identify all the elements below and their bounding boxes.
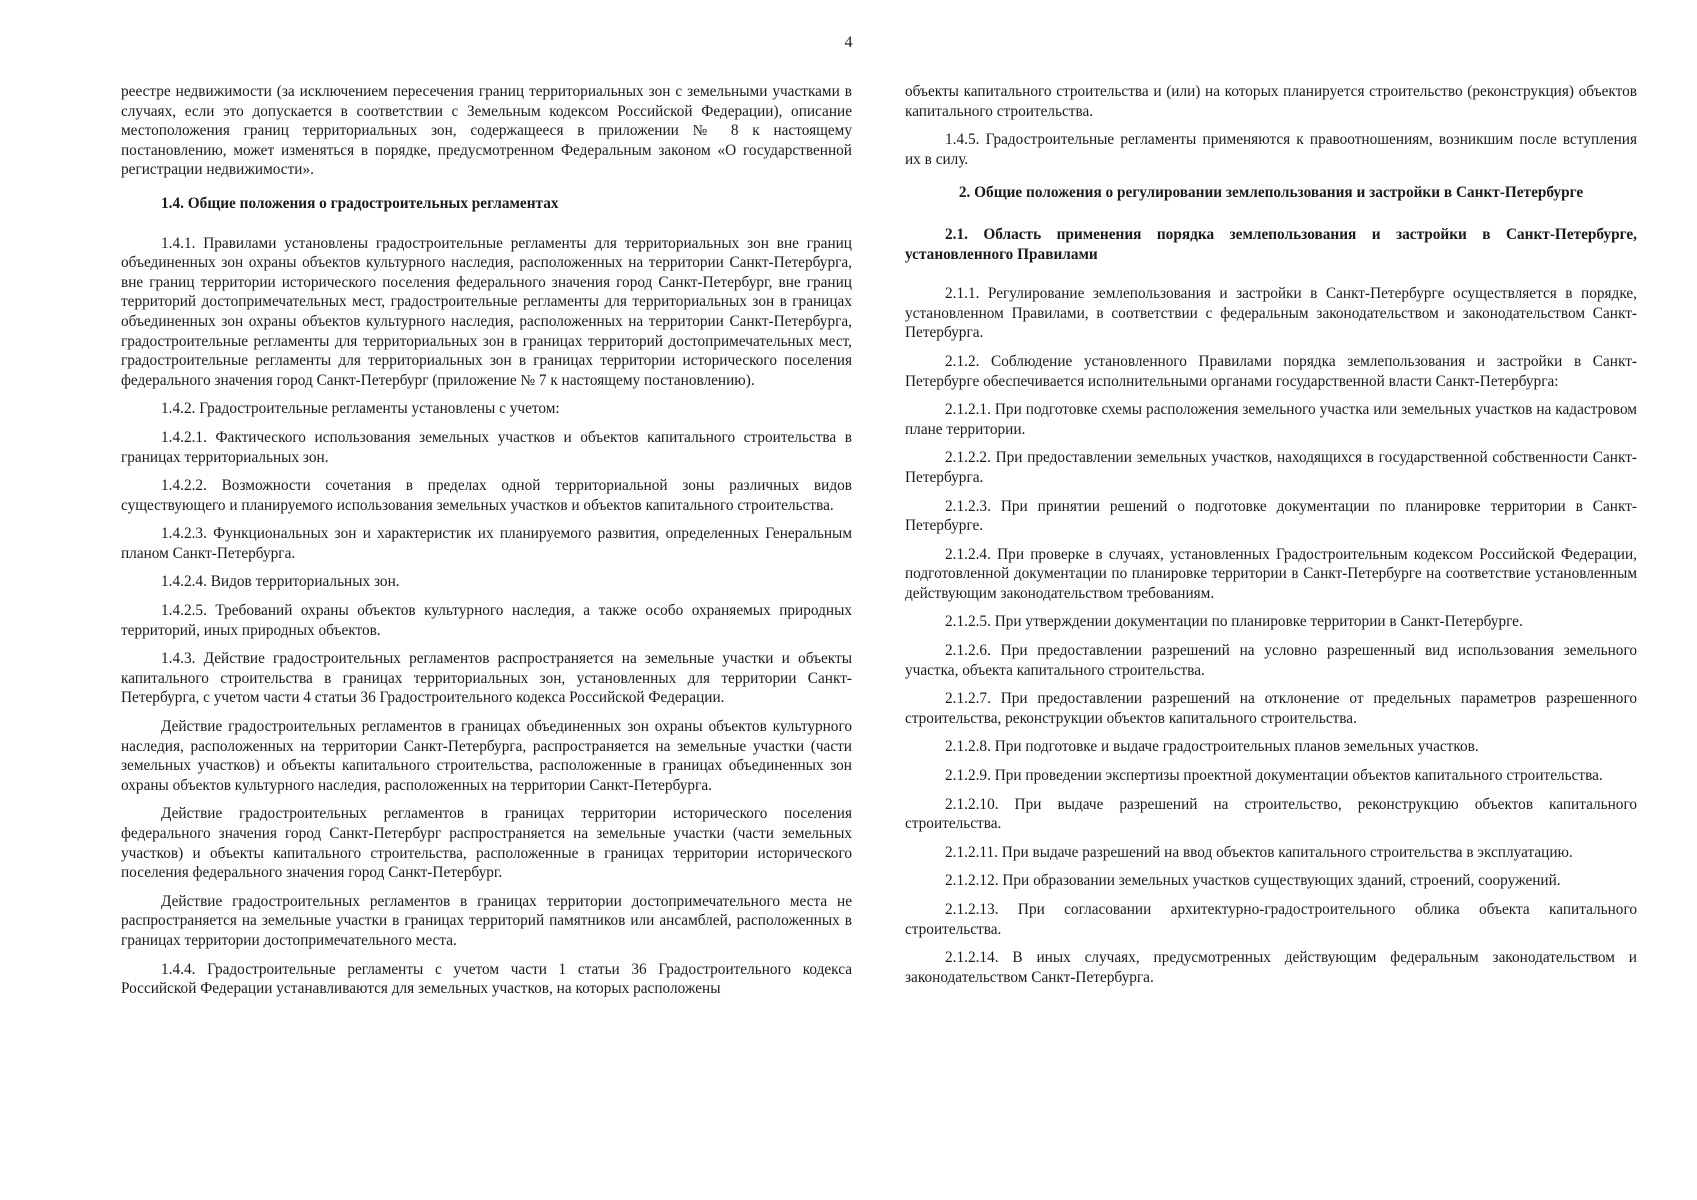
paragraph-2-1-2-6: 2.1.2.6. При предоставлении разрешений на условно разрешенный вид использования земельного участка, объекта капитального строительства. [905, 642, 1637, 679]
paragraph-1-4-4: 1.4.4. Градостроительные регламенты с учетом части 1 статьи 36 Градостроительного кодекса Российской Федерации устанавливаются для земельных участков, на которых расположены [121, 960, 852, 998]
paragraph-1-4-2-2: 1.4.2.2. Возможности сочетания в пределах одной территориальной зоны различных видов существующего и планируемого использования земельных участков и объектов капитального строительства. [121, 477, 852, 514]
paragraph-2-1-1: 2.1.1. Регулирование землепользования и застройки в Санкт-Петербурге осуществляется в порядке, установленном Правилами, в соответствии с федеральным законодательством и законодательством Санкт-Петербурга. [905, 285, 1637, 342]
paragraph-continuation: объекты капитального строительства и (или) на которых планируется строительство (реконструкция) объектов капитального строительства. [905, 83, 1637, 120]
paragraph-2-1-2-11: 2.1.2.11. При выдаче разрешений на ввод объектов капитального строительства в эксплуатацию. [945, 843, 1573, 861]
section-heading-2-1: 2.1. Область применения порядка землепользования и застройки в Санкт-Петербурге, установленного Правилами [905, 225, 1637, 263]
paragraph-2-1-2-4: 2.1.2.4. При проверке в случаях, установленных Градостроительным кодексом Российской Федерации, подготовленной документации по планировке территории в Санкт-Петербурге на соответствие установленным действующим законодательством требованиям. [905, 545, 1637, 602]
paragraph-continuation: реестре недвижимости (за исключением пересечения границ территориальных зон с земельными участками в случаях, если это допускается в соответствии с Земельным кодексом Российской Федерации), описание местоположения границ территориальных зон, содержащееся в приложении № 8 к настоящему постановлению, может изменяться в порядке, предусмотренном Федеральным законом «О государственной регистрации недвижимости». [121, 83, 852, 179]
left-column [121, 82, 852, 1008]
paragraph-2-1-2-8: 2.1.2.8. При подготовке и выдаче градостроительных планов земельных участков. [945, 738, 1479, 756]
paragraph-1-4-3-d: Действие градостроительных регламентов в границах территории достопримечательного места не распространяется на земельные участки в границах территорий памятников или ансамблей, расположенных в границах территории достопримечательного места. [121, 892, 852, 949]
paragraph-2-1-2: 2.1.2. Соблюдение установленного Правилами порядка землепользования и застройки в Санкт-Петербурге обеспечивается исполнительными органами государственной власти Санкт-Петербурга: [905, 352, 1637, 390]
paragraph-1-4-2-4: 1.4.2.4. Видов территориальных зон. [161, 573, 400, 591]
paragraph-2-1-2-13: 2.1.2.13. При согласовании архитектурно-градостроительного облика объекта капитального строительства. [905, 901, 1637, 938]
page-number: 4 [844, 34, 853, 51]
paragraph-2-1-2-2: 2.1.2.2. При предоставлении земельных участков, находящихся в государственной собственности Санкт-Петербурга. [905, 449, 1637, 486]
paragraph-1-4-2-1: 1.4.2.1. Фактического использования земельных участков и объектов капитального строительства в границах территориальных зон. [121, 428, 852, 466]
section-heading-2: 2. Общие положения о регулировании землепользования и застройки в Санкт-Петербурге [958, 184, 1584, 202]
paragraph-2-1-2-3: 2.1.2.3. При принятии решений о подготовке документации по планировке территории в Санкт-Петербурге. [905, 497, 1637, 535]
paragraph-2-1-2-14: 2.1.2.14. В иных случаях, предусмотренных действующим федеральным законодательством и законодательством Санкт-Петербурга. [905, 949, 1637, 986]
paragraph-2-1-2-9: 2.1.2.9. При проведении экспертизы проектной документации объектов капитального строительства. [945, 767, 1603, 785]
paragraph-1-4-3-b: Действие градостроительных регламентов в границах объединенных зон охраны объектов культурного наследия, расположенных на территории Санкт-Петербурга, распространяется на земельные участки (части земельных участков) и объекты капитального строительства, расположенные в границах объединенных зон охраны объектов культурного наследия, расположенных на территории Санкт-Петербурга. [121, 718, 852, 794]
paragraph-1-4-1: 1.4.1. Правилами установлены градостроительные регламенты для территориальных зон вне границ объединенных зон охраны объектов культурного наследия, расположенных на территории Санкт-Петербурга, вне границ территории исторического поселения федерального значения город Санкт-Петербург, вне границ территорий достопримечательных мест, градостроительные регламенты для территориальных зон в границах объединенных зон охраны объектов культурного наследия, расположенных на территории Санкт-Петербурга, градостроительные регламенты для территориальных зон в границах территорий достопримечательных мест, градостроительные регламенты для территориальных зон в границах территории исторического поселения федерального значения город Санкт-Петербург (приложение № 7 к настоящему постановлению). [121, 234, 852, 389]
paragraph-1-4-2-3: 1.4.2.3. Функциональных зон и характеристик их планируемого развития, определенных Генеральным планом Санкт-Петербурга. [121, 525, 852, 562]
paragraph-2-1-2-12: 2.1.2.12. При образовании земельных участков существующих зданий, строений, сооружений. [945, 872, 1561, 890]
paragraph-2-1-2-7: 2.1.2.7. При предоставлении разрешений на отклонение от предельных параметров разрешенного строительства, реконструкции объектов капитального строительства. [905, 690, 1637, 727]
paragraph-1-4-3: 1.4.3. Действие градостроительных регламентов распространяется на земельные участки и объекты капитального строительства в границах территориальных зон, установленных для территории Санкт-Петербурга, с учетом части 4 статьи 36 Градостроительного кодекса Российской Федерации. [121, 650, 852, 707]
paragraph-1-4-5: 1.4.5. Градостроительные регламенты применяются к правоотношениям, возникшим после вступления их в силу. [905, 131, 1637, 168]
paragraph-2-1-2-1: 2.1.2.1. При подготовке схемы расположения земельного участка или земельных участков на кадастровом плане территории. [905, 401, 1637, 438]
paragraph-2-1-2-10: 2.1.2.10. При выдаче разрешений на строительство, реконструкцию объектов капитального строительства. [905, 795, 1637, 833]
paragraph-1-4-3-c: Действие градостроительных регламентов в границах территории исторического поселения федерального значения город Санкт-Петербург распространяется на земельные участки (части земельных участков) и объекты капитального строительства, расположенные в границах территории исторического поселения федерального значения город Санкт-Петербург. [121, 805, 852, 882]
paragraph-1-4-2: 1.4.2. Градостроительные регламенты установлены с учетом: [161, 400, 560, 418]
section-heading-1-4: 1.4. Общие положения о градостроительных регламентах [161, 194, 559, 212]
right-column [905, 82, 1637, 996]
paragraph-2-1-2-5: 2.1.2.5. При утверждении документации по планировке территории в Санкт-Петербурге. [945, 613, 1523, 631]
paragraph-1-4-2-5: 1.4.2.5. Требований охраны объектов культурного наследия, а также особо охраняемых природных территорий, иных природных объектов. [121, 602, 852, 639]
